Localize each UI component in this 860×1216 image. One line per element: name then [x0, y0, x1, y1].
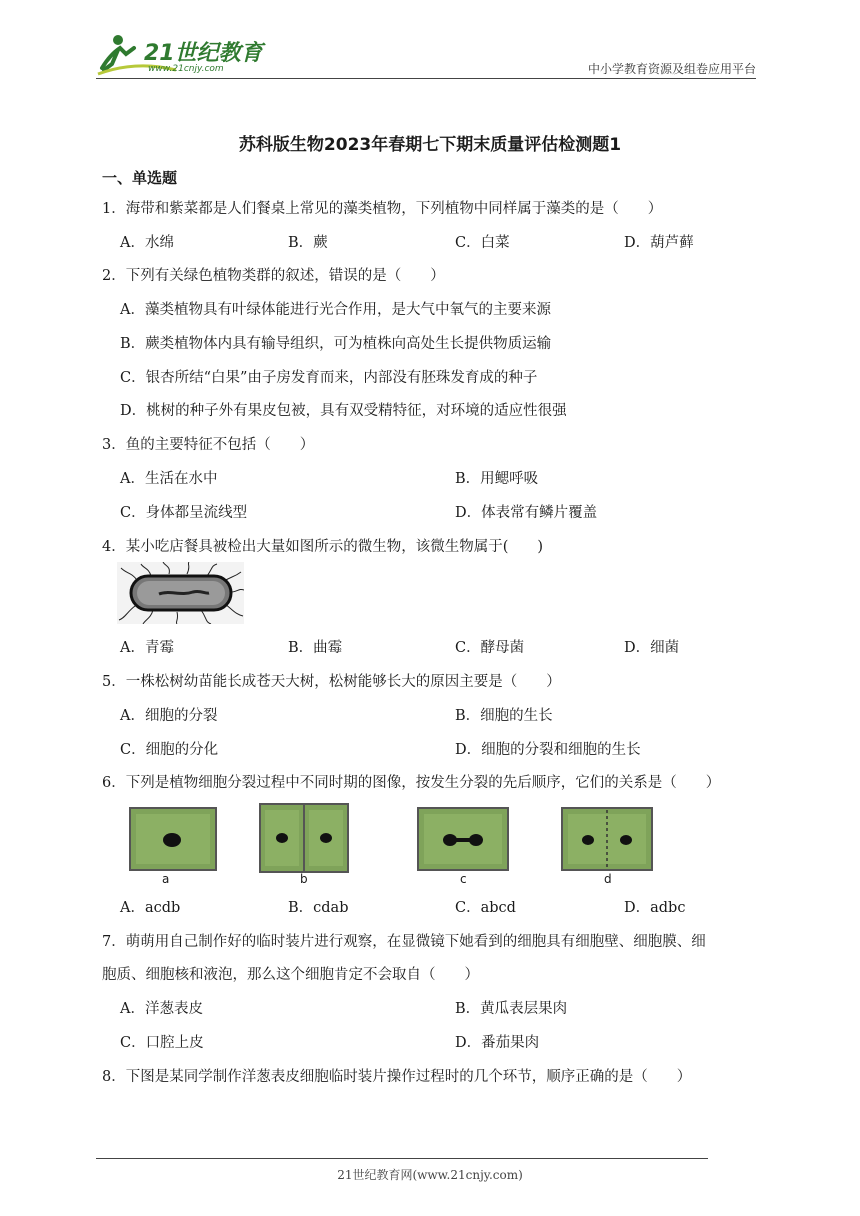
q1-option-d: D．葫芦藓	[624, 235, 694, 251]
q4-option-c: C．酵母菌	[455, 640, 525, 656]
q6-option-c: C．abcd	[455, 900, 516, 916]
q3-option-a: A．生活在水中	[120, 471, 218, 487]
q4-option-b: B．曲霉	[288, 640, 343, 656]
question-2-stem: 2．下列有关绿色植物类群的叙述，错误的是（ ）	[102, 268, 445, 284]
question-4-stem: 4．某小吃店餐具被检出大量如图所示的微生物，该微生物属于( )	[102, 539, 544, 555]
question-3-stem: 3．鱼的主要特征不包括（ ）	[102, 437, 315, 453]
cell-division-figure	[122, 800, 662, 890]
q5-option-c: C．细胞的分化	[120, 742, 219, 758]
q2-option-c: C．银杏所结“白果”由子房发育而来，内部没有胚珠发育成的种子	[120, 370, 538, 386]
bacterium-icon	[117, 562, 244, 624]
q7-option-d: D．番茄果肉	[455, 1035, 540, 1051]
q5-option-a: A．细胞的分裂	[120, 708, 218, 724]
q7-option-a: A．洋葱表皮	[120, 1001, 203, 1017]
section-heading: 一、单选题	[102, 169, 178, 187]
q7-option-c: C．口腔上皮	[120, 1035, 204, 1051]
q5-option-d: D．细胞的分裂和细胞的生长	[455, 742, 641, 758]
logo-url: www.21cnjy.com	[148, 64, 224, 74]
q7-option-b: B．黄瓜表层果肉	[455, 1001, 568, 1017]
question-7-stem-line2: 胞质、细胞核和液泡，那么这个细胞肯定不会取自（ ）	[102, 967, 479, 983]
q1-option-a: A．水绵	[120, 235, 174, 251]
question-1-stem: 1．海带和紫菜都是人们餐桌上常见的藻类植物，下列植物中同样属于藻类的是（ ）	[102, 201, 663, 217]
q2-option-a: A．藻类植物具有叶绿体能进行光合作用，是大气中氧气的主要来源	[120, 302, 551, 318]
footer-divider	[96, 1158, 708, 1159]
cell-division-icon	[122, 800, 662, 890]
bacterium-figure	[117, 562, 244, 624]
question-7-stem-line1: 7．萌萌用自己制作好的临时装片进行观察，在显微镜下她看到的细胞具有细胞壁、细胞膜、细	[102, 934, 706, 950]
site-logo	[96, 30, 266, 78]
question-6-stem: 6．下列是植物细胞分裂过程中不同时期的图像，按发生分裂的先后顺序，它们的关系是（ ）	[102, 775, 721, 791]
q3-option-c: C．身体都呈流线型	[120, 505, 248, 521]
platform-name: 中小学教育资源及组卷应用平台	[587, 62, 756, 76]
q6-option-d: D．adbc	[624, 900, 686, 916]
q2-option-b: B．蕨类植物体内具有输导组织，可为植株向高处生长提供物质运输	[120, 336, 552, 352]
q1-option-b: B．蕨	[288, 235, 328, 251]
figure-label-d: d	[604, 872, 612, 886]
q1-option-c: C．白菜	[455, 235, 510, 251]
q5-option-b: B．细胞的生长	[455, 708, 553, 724]
question-5-stem: 5．一株松树幼苗能长成苍天大树，松树能够长大的原因主要是（ ）	[102, 674, 561, 690]
q2-option-d: D．桃树的种子外有果皮包被，具有双受精特征，对环境的适应性很强	[120, 403, 567, 419]
q6-option-a: A．acdb	[120, 900, 181, 916]
q3-option-b: B．用鳃呼吸	[455, 471, 539, 487]
figure-label-c: c	[460, 872, 467, 886]
header-divider	[96, 78, 756, 79]
question-8-stem: 8．下图是某同学制作洋葱表皮细胞临时装片操作过程时的几个环节，顺序正确的是（ ）	[102, 1069, 692, 1085]
footer-text: 21世纪教育网(www.21cnjy.com)	[337, 1168, 523, 1182]
logo-text: 21世纪教育	[144, 41, 263, 66]
q3-option-d: D．体表常有鳞片覆盖	[455, 505, 598, 521]
q4-option-d: D．细菌	[624, 640, 680, 656]
q6-option-b: B．cdab	[288, 900, 349, 916]
q4-option-a: A．青霉	[120, 640, 174, 656]
page-title: 苏科版生物2023年春期七下期末质量评估检测题1	[238, 135, 622, 155]
figure-label-b: b	[300, 872, 308, 886]
figure-label-a: a	[162, 872, 170, 886]
